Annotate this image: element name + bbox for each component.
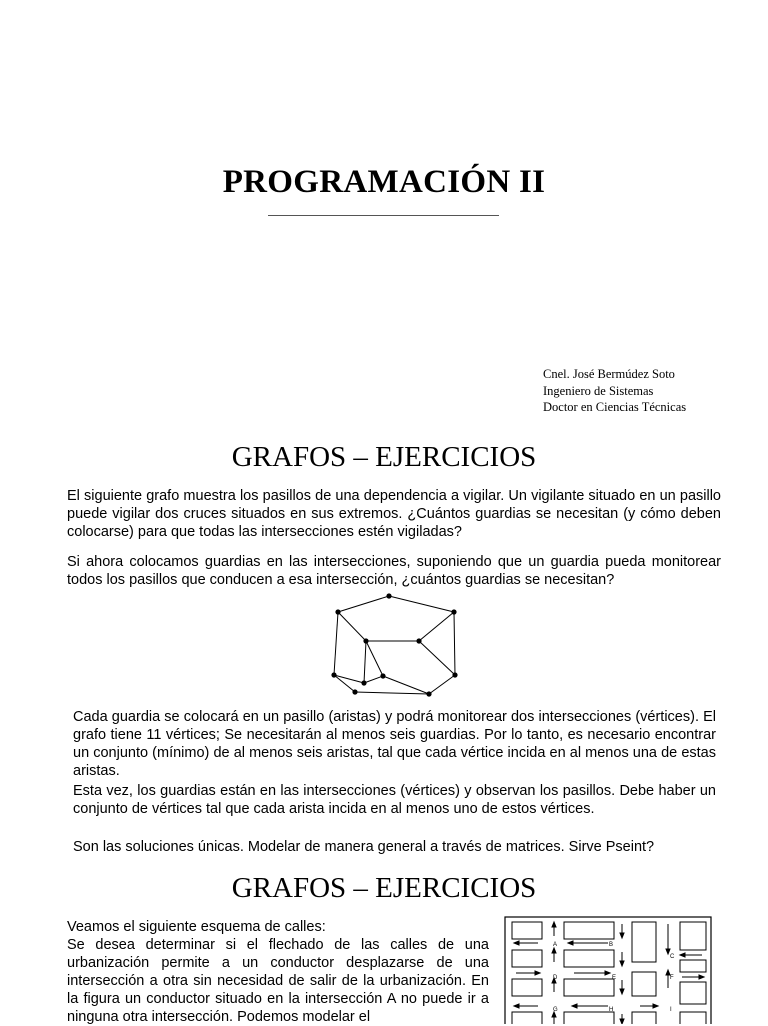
street-label-f: F: [670, 975, 674, 981]
answer-paragraph-2: Esta vez, los guardias están en las intersecciones (vértices) y observan los pasillos. Debe haber un conjunto de vértices tal que cada arista incida en al menos uno de estos vértices.: [73, 783, 716, 817]
section-heading-2: GRAFOS – EJERCICIOS: [231, 872, 537, 904]
answer-paragraph-1: Cada guardia se colocará en un pasillo (aristas) y podrá monitorear dos intersecciones (vértices). El grafo tiene 11 vértices; Se necesitarán al menos seis guardias. Por lo tanto, es necesario encontrar un conjunto (mínimo) de al menos seis aristas, tal que cada vértice incida en al menos una de estas aristas.: [73, 709, 716, 779]
street-label-h: H: [609, 1007, 614, 1013]
author-title: Ingeniero de Sistemas: [543, 383, 654, 398]
author-degree: Doctor en Ciencias Técnicas: [543, 400, 687, 414]
street-label-a: A: [553, 942, 558, 948]
section-heading-1: GRAFOS – EJERCICIOS: [231, 441, 537, 473]
document-title: PROGRAMACIÓN II: [222, 164, 546, 200]
street-label-i: I: [670, 1007, 672, 1013]
street-label-c: C: [670, 954, 675, 960]
streets-paragraph: Se desea determinar si el flechado de las calles de una urbanización permite a un conductor desplazarse de una intersección a otra sin necesidad de salir de la urbanización. En la figura un conductor situado en la intersección A no puede ir a ninguna otra intersección. Podemos modelar el: [67, 937, 489, 1025]
street-label-b: B: [609, 942, 614, 948]
street-label-d: D: [553, 975, 558, 981]
street-label-e: E: [612, 975, 617, 981]
street-map-figure: [504, 916, 714, 1024]
street-label-g: G: [553, 1007, 558, 1013]
streets-intro: Veamos el siguiente esquema de calles:: [67, 919, 326, 935]
problem-paragraph-2: Si ahora colocamos guardias en las intersecciones, suponiendo que un guardia pueda monitorear todos los pasillos que conducen a esa intersección, ¿cuántos guardias se necesitan?: [67, 554, 721, 588]
author-name: Cnel. José Bermúdez Soto: [543, 367, 675, 381]
title-underline: [268, 215, 499, 216]
author-block: [543, 366, 686, 416]
problem-paragraph-1: El siguiente grafo muestra los pasillos de una dependencia a vigilar. Un vigilante situado en un pasillo puede vigilar dos cruces situados en sus extremos. ¿Cuántos guardias se necesitan (y cómo deben colocarse) para que todas las intersecciones estén vigiladas?: [67, 488, 721, 540]
answer-paragraph-3: Son las soluciones únicas. Modelar de manera general a través de matrices. Sirve Pseint?: [73, 839, 655, 855]
